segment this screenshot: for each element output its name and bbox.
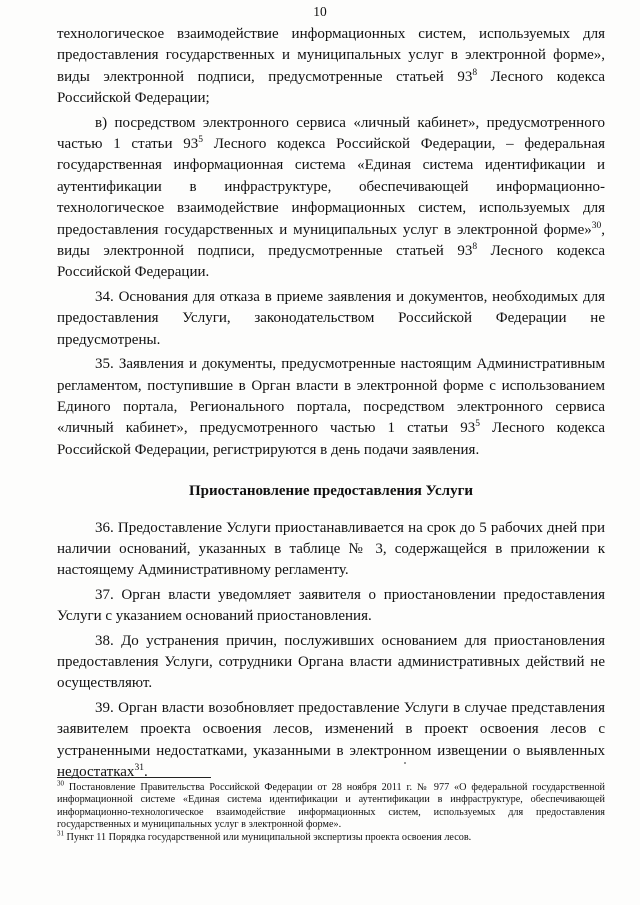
- text-run: , виды электронной подписи, предусмотренные статьей 93: [57, 221, 605, 260]
- footnote-reference: 8: [472, 242, 478, 253]
- text-run: 36. Предоставление Услуги приостанавливается на срок до 5 рабочих дней при наличии оснований, указанных в таблице № 3, содержащейся в приложении к настоящему Административному регламенту.: [57, 519, 605, 579]
- scan-speck: [404, 762, 406, 764]
- footnote-separator: [57, 777, 211, 778]
- footnote-reference: 8: [472, 67, 478, 78]
- text-run: 35. Заявления и документы, предусмотренные настоящим Административным регламентом, поступившие в Орган власти в электронной форме с использованием Единого портала, Регионального портала, посредством электронного сервиса «личный кабинет», предусмотренного частью 1 статьи 93: [57, 356, 605, 437]
- text-run: технологическое взаимодействие информационных систем, используемых для предоставления государственных и муниципальных услуг в электронной форме», виды электронной подписи, предусмотренные статьей 93: [57, 26, 605, 85]
- text-run: в) посредством электронного сервиса «личный кабинет», предусмотренного частью 1 статьи 93: [57, 114, 605, 153]
- paragraph: [57, 354, 605, 461]
- text-run: Пункт 11 Порядка государственной или муниципальной экспертизы проекта освоения лесов.: [64, 831, 472, 843]
- text-run: Лесного кодекса Российской Федерации, – федеральная государственная информационная система «Единая система идентификации и аутентификации в инфраструктуре, обеспечивающей информационно-технологическое взаимодействие информационных систем, используемых для предоставления государственных и муниципальных услуг в электронной форме»: [57, 136, 605, 238]
- document-body: [57, 24, 605, 786]
- text-run: 34. Основания для отказа в приеме заявления и документов, необходимых для предоставления Услуги, законодательством Российской Федерации не предусмотрены.: [57, 288, 605, 348]
- text-run: Постановление Правительства Российской Федерации от 28 ноября 2011 г. № 977 «О федеральной государственной информационной системе «Единая система идентификации и аутентификации в инфраструктуре, обеспечивающей информационно-технологическое взаимодействие информационных систем, используемых для предоставления государственных и муниципальных услуг в электронной форме».: [57, 782, 605, 831]
- footnote-reference: 5: [198, 135, 204, 146]
- section-heading: [57, 481, 605, 502]
- paragraph: [57, 24, 605, 110]
- paragraph: [57, 585, 605, 628]
- footnote-reference: 31: [134, 763, 144, 773]
- paragraph: [57, 287, 605, 351]
- footnotes: [57, 779, 605, 844]
- text-run: Лесного кодекса Российской Федерации, регистрируются в день подачи заявления.: [57, 420, 605, 458]
- footnote: [57, 779, 605, 832]
- paragraph: [57, 113, 605, 284]
- footnote-reference: 31: [57, 829, 64, 838]
- paragraph: [57, 631, 605, 695]
- text-run: .: [143, 764, 148, 780]
- footnote-reference: 5: [475, 419, 480, 430]
- text-run: Лесного кодекса Российской Федерации.: [57, 243, 605, 281]
- footnote-reference: 30: [591, 220, 602, 231]
- text-run: 38. До устранения причин, послуживших основанием для приостановления предоставления Услуги, сотрудники Органа власти административных действий не осуществляют.: [57, 632, 605, 692]
- page-number: 10: [313, 4, 327, 19]
- text-run: Лесного кодекса Российской Федерации;: [57, 68, 605, 107]
- text-run: 39. Орган власти возобновляет предоставление Услуги в случае представления заявителем проекта освоения лесов, изменений в проект освоения лесов с устраненными недостатками, указанными в электронном извещении о выявленных недостатках: [57, 699, 605, 780]
- text-run: 37. Орган власти уведомляет заявителя о приостановлении предоставления Услуги с указанием оснований приостановления.: [57, 586, 605, 625]
- paragraph: [57, 518, 605, 582]
- paragraph: [57, 698, 605, 784]
- footnote-reference: 30: [57, 779, 64, 788]
- footnote: [57, 829, 605, 844]
- text-run: Приостановление предоставления Услуги: [188, 483, 474, 500]
